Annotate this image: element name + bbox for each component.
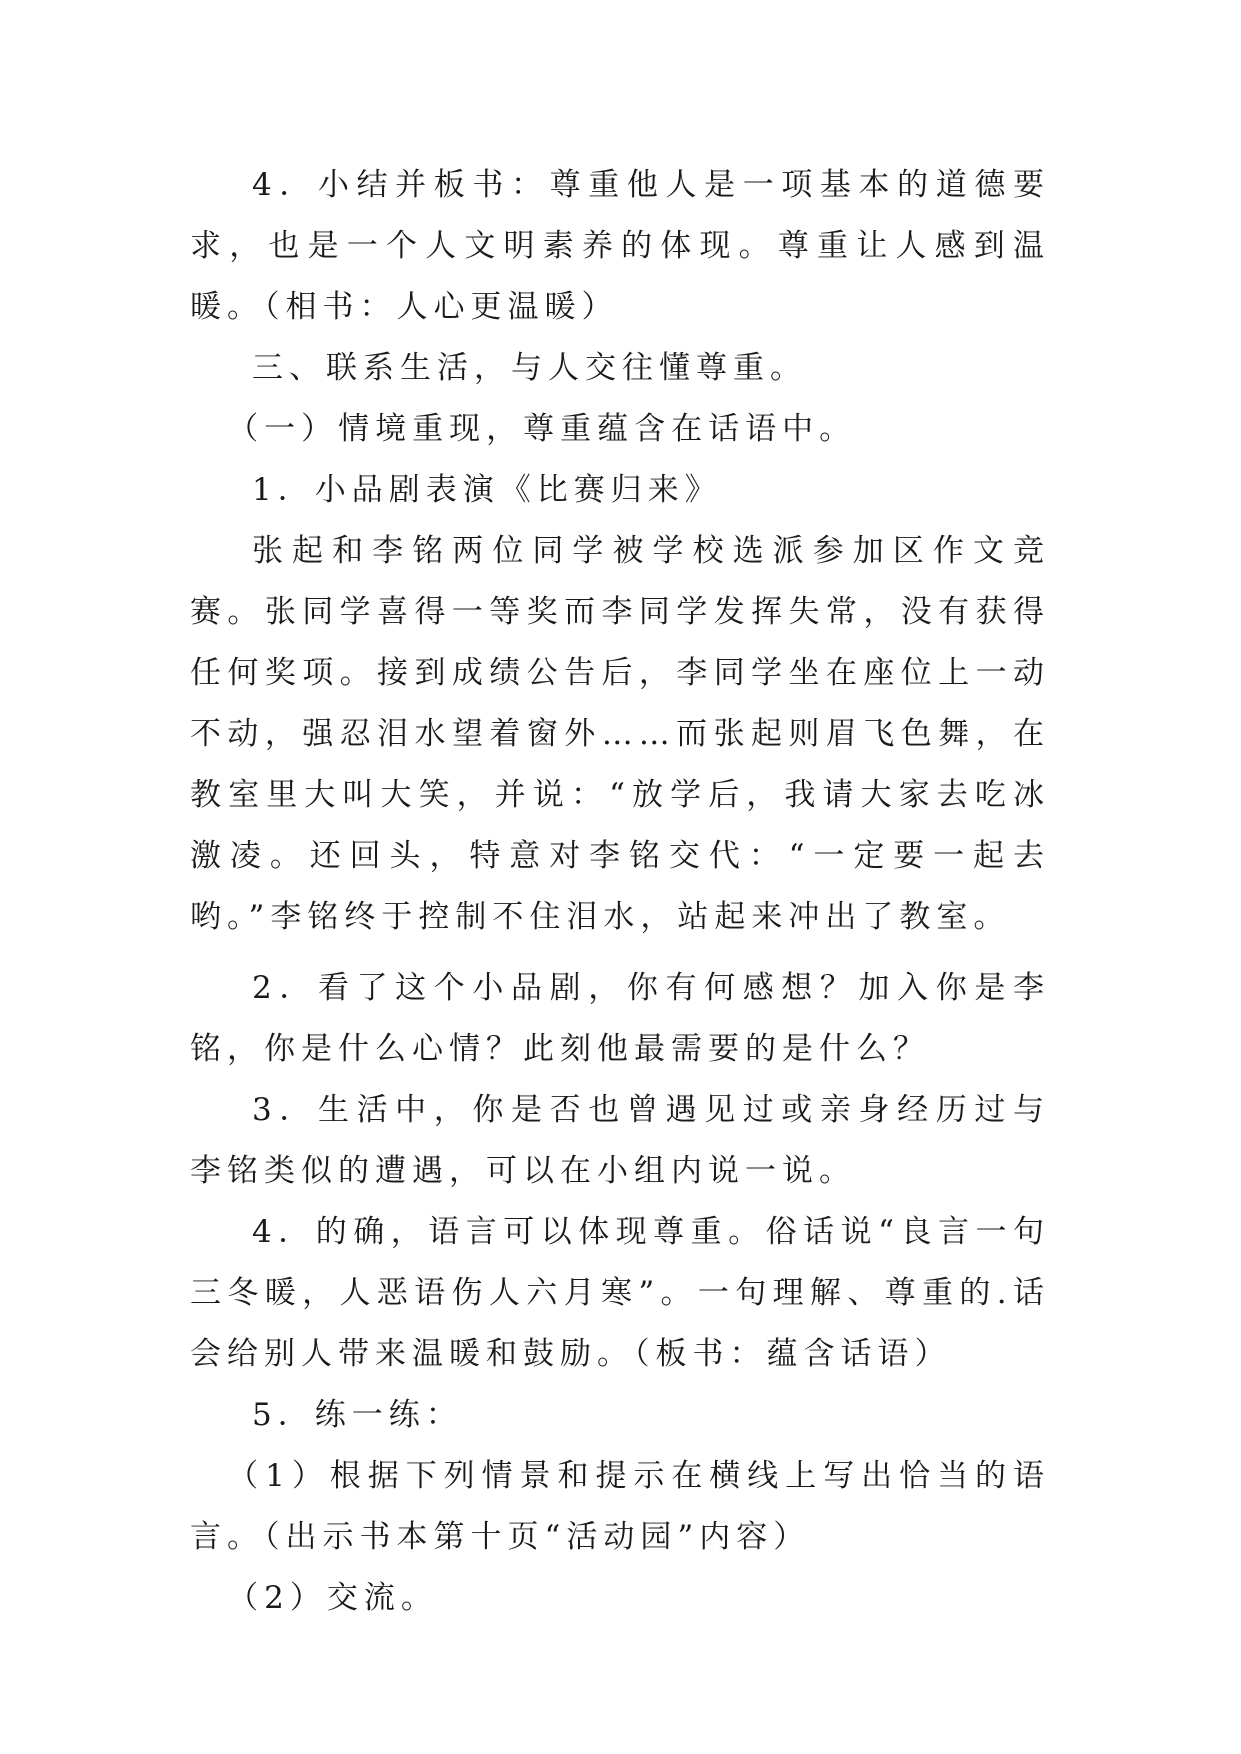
paragraph-practice-item-two: （2）交流。 <box>227 1580 438 1616</box>
heading-subsection-one: （一）情境重现，尊重蕴含在话语中。 <box>227 411 857 447</box>
paragraph-summary: 4．小结并板书：尊重他人是一项基本的道德要求，也是一个人文明素养的体现。尊重让人感到温暖。（相书：人心更温暖） <box>190 167 1050 325</box>
paragraph-skit-story: 张起和李铭两位同学被学校选派参加区作文竞赛。张同学喜得一等奖而李同学发挥失常，没有获得任何奖项。接到成绩公告后，李同学坐在座位上一动不动，强忍泪水望着窗外……而张起则眉飞色舞，在教室里大叫大笑，并说：“放学后，我请大家去吃冰激凌。还回头，特意对李铭交代：“一定要一起去哟。”李铭终于控制不住泪水，站起来冲出了教室。 <box>190 533 1050 935</box>
paragraph-question-two: 2．看了这个小品剧，你有何感想？加入你是李铭，你是什么心情？此刻他最需要的是什么？ <box>190 970 1050 1067</box>
paragraph-language-respect: 4．的确，语言可以体现尊重。俗话说“良言一句三冬暖，人恶语伤人六月寒”。一句理解、尊重的.话会给别人带来温暖和鼓励。（板书：蕴含话语） <box>190 1214 1050 1372</box>
document-body <box>190 155 1050 1629</box>
paragraph-practice-item-one: （1）根据下列情景和提示在横线上写出恰当的语言。（出示书本第十页“活动园”内容） <box>190 1458 1050 1555</box>
paragraph-practice: 5．练一练： <box>252 1397 463 1433</box>
paragraph-question-three: 3．生活中，你是否也曾遇见过或亲身经历过与李铭类似的遭遇，可以在小组内说一说。 <box>190 1092 1050 1189</box>
heading-section-three: 三、联系生活，与人交往懂尊重。 <box>252 350 807 386</box>
paragraph-skit-title: 1．小品剧表演《比赛归来》 <box>252 472 722 508</box>
